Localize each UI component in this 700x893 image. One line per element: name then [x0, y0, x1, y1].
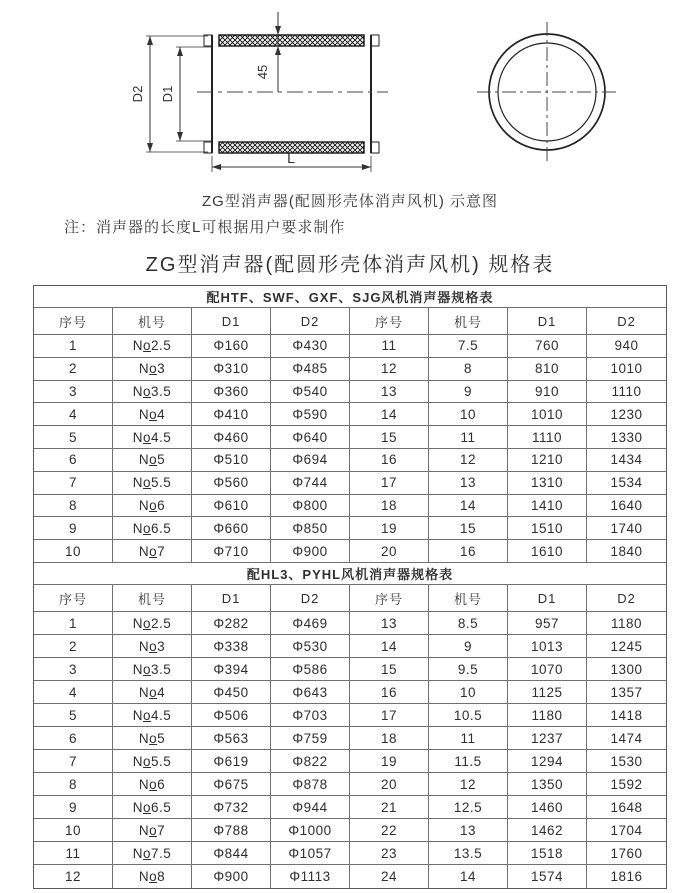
- table-cell: Φ1057: [271, 842, 350, 865]
- column-header: D1: [508, 585, 587, 612]
- table-cell: N o 7.5: [113, 842, 192, 865]
- table-cell: Φ844: [192, 842, 271, 865]
- label-d1: D1: [160, 85, 175, 103]
- table-cell: 10.5: [429, 704, 508, 727]
- table-cell: 13.5: [429, 842, 508, 865]
- table-cell: 2: [34, 358, 113, 381]
- table-cell: 1180: [587, 612, 666, 635]
- table-cell: N o 5: [113, 727, 192, 750]
- table-cell: 14: [429, 865, 508, 888]
- table-cell: Φ450: [192, 681, 271, 704]
- table-cell: N o 5.5: [113, 750, 192, 773]
- table-cell: N o 2.5: [113, 612, 192, 635]
- table-cell: 1462: [508, 819, 587, 842]
- table-cell: 940: [587, 335, 666, 358]
- column-header: 序号: [350, 308, 429, 335]
- table-cell: 11: [429, 426, 508, 449]
- table-cell: 1740: [587, 517, 666, 540]
- table-cell: 1: [34, 335, 113, 358]
- table-cell: 1350: [508, 773, 587, 796]
- table-cell: 1592: [587, 773, 666, 796]
- column-header: 机号: [113, 585, 192, 612]
- table-cell: 1410: [508, 495, 587, 518]
- table-cell: Φ310: [192, 358, 271, 381]
- table-cell: Φ710: [192, 540, 271, 563]
- table-cell: Φ160: [192, 335, 271, 358]
- table-cell: 1816: [610, 869, 643, 884]
- table-cell: 8: [34, 773, 113, 796]
- table-cell: Φ944: [271, 796, 350, 819]
- table-cell: Φ788: [192, 819, 271, 842]
- table-cell: 1110: [587, 381, 666, 404]
- table-cell: 14: [350, 403, 429, 426]
- table-cell: 12: [429, 449, 508, 472]
- table-cell: 1180: [508, 704, 587, 727]
- column-header: 序号: [350, 585, 429, 612]
- table-cell: N o 4.5: [113, 426, 192, 449]
- table-cell: 1245: [587, 635, 666, 658]
- table-cell: Φ1113: [271, 865, 350, 888]
- table-cell: 13: [429, 819, 508, 842]
- table-cell: 9: [34, 796, 113, 819]
- table-cell: 19: [350, 517, 429, 540]
- table-cell: Φ640: [271, 426, 350, 449]
- table-cell: 1760: [587, 842, 666, 865]
- table-cell: 1013: [508, 635, 587, 658]
- table-cell: 3: [34, 381, 113, 404]
- table-cell: 1574: [508, 865, 587, 888]
- table-cell: 15: [350, 426, 429, 449]
- table-cell: 910: [508, 381, 587, 404]
- table-cell: Φ610: [192, 495, 271, 518]
- table-cell: 1010: [508, 403, 587, 426]
- table-cell: N o 3: [113, 358, 192, 381]
- table-cell: 1474: [587, 727, 666, 750]
- table-cell: 957: [508, 612, 587, 635]
- table-cell: 6: [34, 727, 113, 750]
- table-cell: 11: [350, 335, 429, 358]
- table-cell: Φ506: [192, 704, 271, 727]
- table-cell: N o 4: [113, 681, 192, 704]
- table-cell: Φ360: [192, 381, 271, 404]
- table-cell: 1518: [508, 842, 587, 865]
- table-cell: 14: [429, 495, 508, 518]
- table-cell: 17: [350, 704, 429, 727]
- table-cell: Φ850: [271, 517, 350, 540]
- table-cell: 1230: [587, 403, 666, 426]
- table-cell: N o 4: [113, 403, 192, 426]
- table-cell: N o 3.5: [113, 658, 192, 681]
- dimension-d2: [146, 36, 208, 152]
- column-header: 机号: [113, 308, 192, 335]
- label-length: L: [287, 150, 295, 166]
- table-cell: 22: [350, 819, 429, 842]
- table-cell: 4: [34, 403, 113, 426]
- table-cell: 12: [429, 773, 508, 796]
- table-cell: 1610: [508, 540, 587, 563]
- table-cell: N o 6: [113, 495, 192, 518]
- column-header: D2: [271, 308, 350, 335]
- table-cell: Φ759: [271, 727, 350, 750]
- table-cell: N o 6.5: [113, 796, 192, 819]
- table-cell: Φ878: [271, 773, 350, 796]
- table-cell: Φ619: [192, 750, 271, 773]
- table-cell: Φ660: [192, 517, 271, 540]
- column-header: 序号: [34, 308, 113, 335]
- table-cell: Φ469: [271, 612, 350, 635]
- table-cell: 18: [350, 495, 429, 518]
- label-d2: D2: [130, 85, 145, 103]
- table-cell: N o 7: [113, 540, 192, 563]
- column-header: D1: [192, 308, 271, 335]
- table-cell: 12: [350, 358, 429, 381]
- table-cell: 1110: [508, 426, 587, 449]
- table-cell: 1330: [587, 426, 666, 449]
- table-cell: 1534: [587, 472, 666, 495]
- table-cell: 9: [34, 517, 113, 540]
- table-cell: Φ510: [192, 449, 271, 472]
- table-section: [34, 286, 666, 563]
- table-cell: N o 3: [113, 635, 192, 658]
- label-thickness: 45: [255, 64, 270, 80]
- table-cell: 4: [34, 681, 113, 704]
- table-cell: 7: [34, 750, 113, 773]
- table-cell: Φ338: [192, 635, 271, 658]
- note-line: 注：消声器的长度L可根据用户要求制作: [64, 219, 346, 236]
- table-cell: Φ394: [192, 658, 271, 681]
- table-cell: 1294: [508, 750, 587, 773]
- table-cell: 7: [34, 472, 113, 495]
- table-cell: 24: [350, 865, 429, 888]
- table-cell: Φ694: [271, 449, 350, 472]
- table-cell: Φ732: [192, 796, 271, 819]
- table-cell: 6: [34, 449, 113, 472]
- table-cell: Φ900: [192, 865, 271, 888]
- table-cell: Φ485: [271, 358, 350, 381]
- table-cell: N o 8: [113, 865, 192, 888]
- page-title: ZG型消声器(配圆形壳体消声风机) 规格表: [145, 254, 555, 276]
- table-cell: Φ822: [271, 750, 350, 773]
- column-header: 序号: [34, 585, 113, 612]
- table-cell: N o 6: [113, 773, 192, 796]
- table-cell: 10: [429, 681, 508, 704]
- table-cell: 14: [350, 635, 429, 658]
- column-header: 机号: [429, 308, 508, 335]
- dimension-thickness: [275, 12, 281, 92]
- table-cell: 1704: [587, 819, 666, 842]
- table-cell: 12.5: [429, 796, 508, 819]
- table-cell: 1510: [508, 517, 587, 540]
- table-cell: 1840: [587, 540, 666, 563]
- table-cell: 18: [350, 727, 429, 750]
- table-cell: 8: [429, 358, 508, 381]
- table-cell: Φ900: [271, 540, 350, 563]
- cylinder-body: [204, 35, 379, 153]
- table-cell: 21: [350, 796, 429, 819]
- table-cell: N o 7: [113, 819, 192, 842]
- table-cell: 7.5: [429, 335, 508, 358]
- diagram-caption: ZG型消声器(配圆形壳体消声风机) 示意图: [202, 193, 498, 210]
- table-cell: Φ560: [192, 472, 271, 495]
- table-cell: Φ410: [192, 403, 271, 426]
- table-cell: 5: [34, 704, 113, 727]
- table-cell: 1460: [508, 796, 587, 819]
- table-cell: Φ800: [271, 495, 350, 518]
- table-cell: 15: [350, 658, 429, 681]
- table-cell: N o 5.5: [113, 472, 192, 495]
- table-cell: 1: [34, 612, 113, 635]
- table-cell: 9: [429, 635, 508, 658]
- table-cell: 1237: [508, 727, 587, 750]
- table-cell: 1530: [587, 750, 666, 773]
- table-cell: 1648: [587, 796, 666, 819]
- table-cell: 8.5: [429, 612, 508, 635]
- table-cell: N o 4.5: [113, 704, 192, 727]
- table-cell: 11.5: [429, 750, 508, 773]
- table-cell: 19: [350, 750, 429, 773]
- table-cell: N o 5: [113, 449, 192, 472]
- dimension-d1: [176, 47, 212, 141]
- table-cell: 11: [34, 842, 113, 865]
- column-header: D2: [587, 585, 666, 612]
- table-cell: Φ563: [192, 727, 271, 750]
- table-cell: 1070: [508, 658, 587, 681]
- column-header: 机号: [429, 585, 508, 612]
- table-cell: 16: [429, 540, 508, 563]
- column-header: D2: [587, 308, 666, 335]
- spec-table: [33, 285, 667, 889]
- table-cell: 10: [34, 819, 113, 842]
- table-cell: 11: [429, 727, 508, 750]
- table-cell: 10: [34, 540, 113, 563]
- table-cell: 1418: [587, 704, 666, 727]
- table-cell: Φ703: [271, 704, 350, 727]
- table-cell: 1357: [587, 681, 666, 704]
- table-section: [34, 563, 666, 888]
- table-cell: 5: [34, 426, 113, 449]
- table-cell: Φ540: [271, 381, 350, 404]
- table-cell: 1125: [508, 681, 587, 704]
- table-cell: Φ590: [271, 403, 350, 426]
- column-header: D1: [508, 308, 587, 335]
- table-cell: 1310: [508, 472, 587, 495]
- table-cell: N o 3.5: [113, 381, 192, 404]
- table-section-title: 配HTF、SWF、GXF、SJG风机消声器规格表: [34, 286, 666, 308]
- table-cell: N o 2.5: [113, 335, 192, 358]
- table-cell: 1210: [508, 449, 587, 472]
- table-cell: 10: [429, 403, 508, 426]
- column-header: D2: [271, 585, 350, 612]
- table-cell: Φ430: [271, 335, 350, 358]
- table-cell: 1640: [587, 495, 666, 518]
- table-cell: 1010: [587, 358, 666, 381]
- table-cell: 16: [350, 681, 429, 704]
- table-cell: 1434: [587, 449, 666, 472]
- table-cell: 13: [350, 612, 429, 635]
- table-cell: 1300: [587, 658, 666, 681]
- table-cell: 13: [429, 472, 508, 495]
- table-cell: 20: [350, 540, 429, 563]
- table-cell: 17: [350, 472, 429, 495]
- absorber-layer-top: [219, 35, 364, 46]
- table-cell: 15: [429, 517, 508, 540]
- table-cell: 760: [508, 335, 587, 358]
- table-cell: 16: [350, 449, 429, 472]
- table-cell: Φ1000: [271, 819, 350, 842]
- table-cell: Φ643: [271, 681, 350, 704]
- table-cell: Φ675: [192, 773, 271, 796]
- column-header: D1: [192, 585, 271, 612]
- table-cell: 12: [34, 865, 113, 888]
- table-cell: 13: [350, 381, 429, 404]
- table-cell: 3: [34, 658, 113, 681]
- table-cell: 810: [508, 358, 587, 381]
- table-cell: Φ530: [271, 635, 350, 658]
- table-cell: N o 6.5: [113, 517, 192, 540]
- table-section-title: 配HL3、PYHL风机消声器规格表: [34, 563, 666, 585]
- table-cell: 23: [350, 842, 429, 865]
- table-cell: 8: [34, 495, 113, 518]
- table-cell: Φ744: [271, 472, 350, 495]
- table-cell: 20: [350, 773, 429, 796]
- table-cell: 9.5: [429, 658, 508, 681]
- end-view-circle: [477, 22, 617, 162]
- table-cell: 9: [429, 381, 508, 404]
- table-cell: Φ460: [192, 426, 271, 449]
- table-cell: 2: [34, 635, 113, 658]
- table-cell: Φ586: [271, 658, 350, 681]
- table-cell: Φ282: [192, 612, 271, 635]
